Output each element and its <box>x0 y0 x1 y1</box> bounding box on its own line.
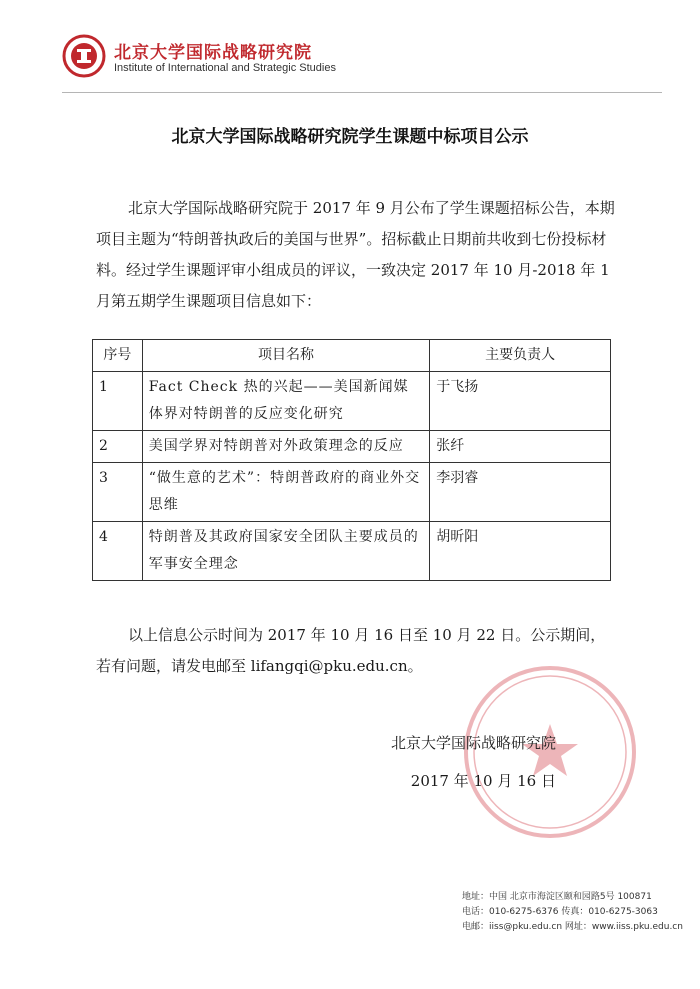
footer-address: 地址：中国 北京市海淀区颐和园路5号 100871 <box>462 892 652 902</box>
header-owner: 主要负责人 <box>430 340 611 372</box>
cell-name: Fact Check 热的兴起——美国新闻媒体界对特朗普的反应变化研究 <box>142 372 429 431</box>
footer-phone-fax: 电话：010-6275-6376 传真：010-6275-3063 <box>462 907 658 917</box>
cell-name: “做生意的艺术”：特朗普政府的商业外交思维 <box>142 463 429 522</box>
cell-owner: 于飞扬 <box>430 372 611 431</box>
pku-emblem-icon <box>62 34 106 78</box>
signature-date: 2017 年 10 月 16 日 <box>410 772 556 790</box>
cell-no: 1 <box>93 372 143 431</box>
org-name-cn: 北京大学国际战略研究院 <box>114 43 312 63</box>
org-name-en: Institute of International and Strategic Studies <box>114 62 336 74</box>
projects-table <box>92 339 611 581</box>
cell-no: 2 <box>93 431 143 463</box>
header-no: 序号 <box>93 340 143 372</box>
cell-owner: 胡昕阳 <box>430 522 611 581</box>
table-row <box>93 372 611 431</box>
intro-paragraph: 北京大学国际战略研究院于 2017 年 9 月公布了学生课题招标公告，本期项目主题为“特朗普执政后的美国与世界”。招标截止日期前共收到七份投标材料。经过学生课题评审小组成员的评议，一致决定 2017 年 10 月-2018 年 1 月第五期学生课题项目信息如下： <box>96 199 615 310</box>
notice-paragraph: 以上信息公示时间为 2017 年 10 月 16 日至 10 月 22 日。公示期间，若有问题，请发电邮至 lifangqi@pku.edu.cn。 <box>96 626 606 675</box>
intro-block <box>96 193 616 317</box>
cell-owner: 张纤 <box>430 431 611 463</box>
document-title: 北京大学国际战略研究院学生课题中标项目公示 <box>171 127 529 147</box>
footer-contact <box>462 890 683 935</box>
table-row <box>93 463 611 522</box>
signature-organization: 北京大学国际战略研究院 <box>390 734 556 752</box>
cell-owner: 李羽睿 <box>430 463 611 522</box>
header-divider <box>62 92 662 93</box>
table-header-row <box>93 340 611 372</box>
header-name: 项目名称 <box>142 340 429 372</box>
cell-name: 特朗普及其政府国家安全团队主要成员的军事安全理念 <box>142 522 429 581</box>
cell-no: 4 <box>93 522 143 581</box>
footer-email-web: 电邮：iiss@pku.edu.cn 网址：www.iiss.pku.edu.cn <box>462 922 683 932</box>
cell-no: 3 <box>93 463 143 522</box>
header-logo <box>62 34 362 84</box>
table-row <box>93 431 611 463</box>
cell-name: 美国学界对特朗普对外政策理念的反应 <box>142 431 429 463</box>
table-row <box>93 522 611 581</box>
